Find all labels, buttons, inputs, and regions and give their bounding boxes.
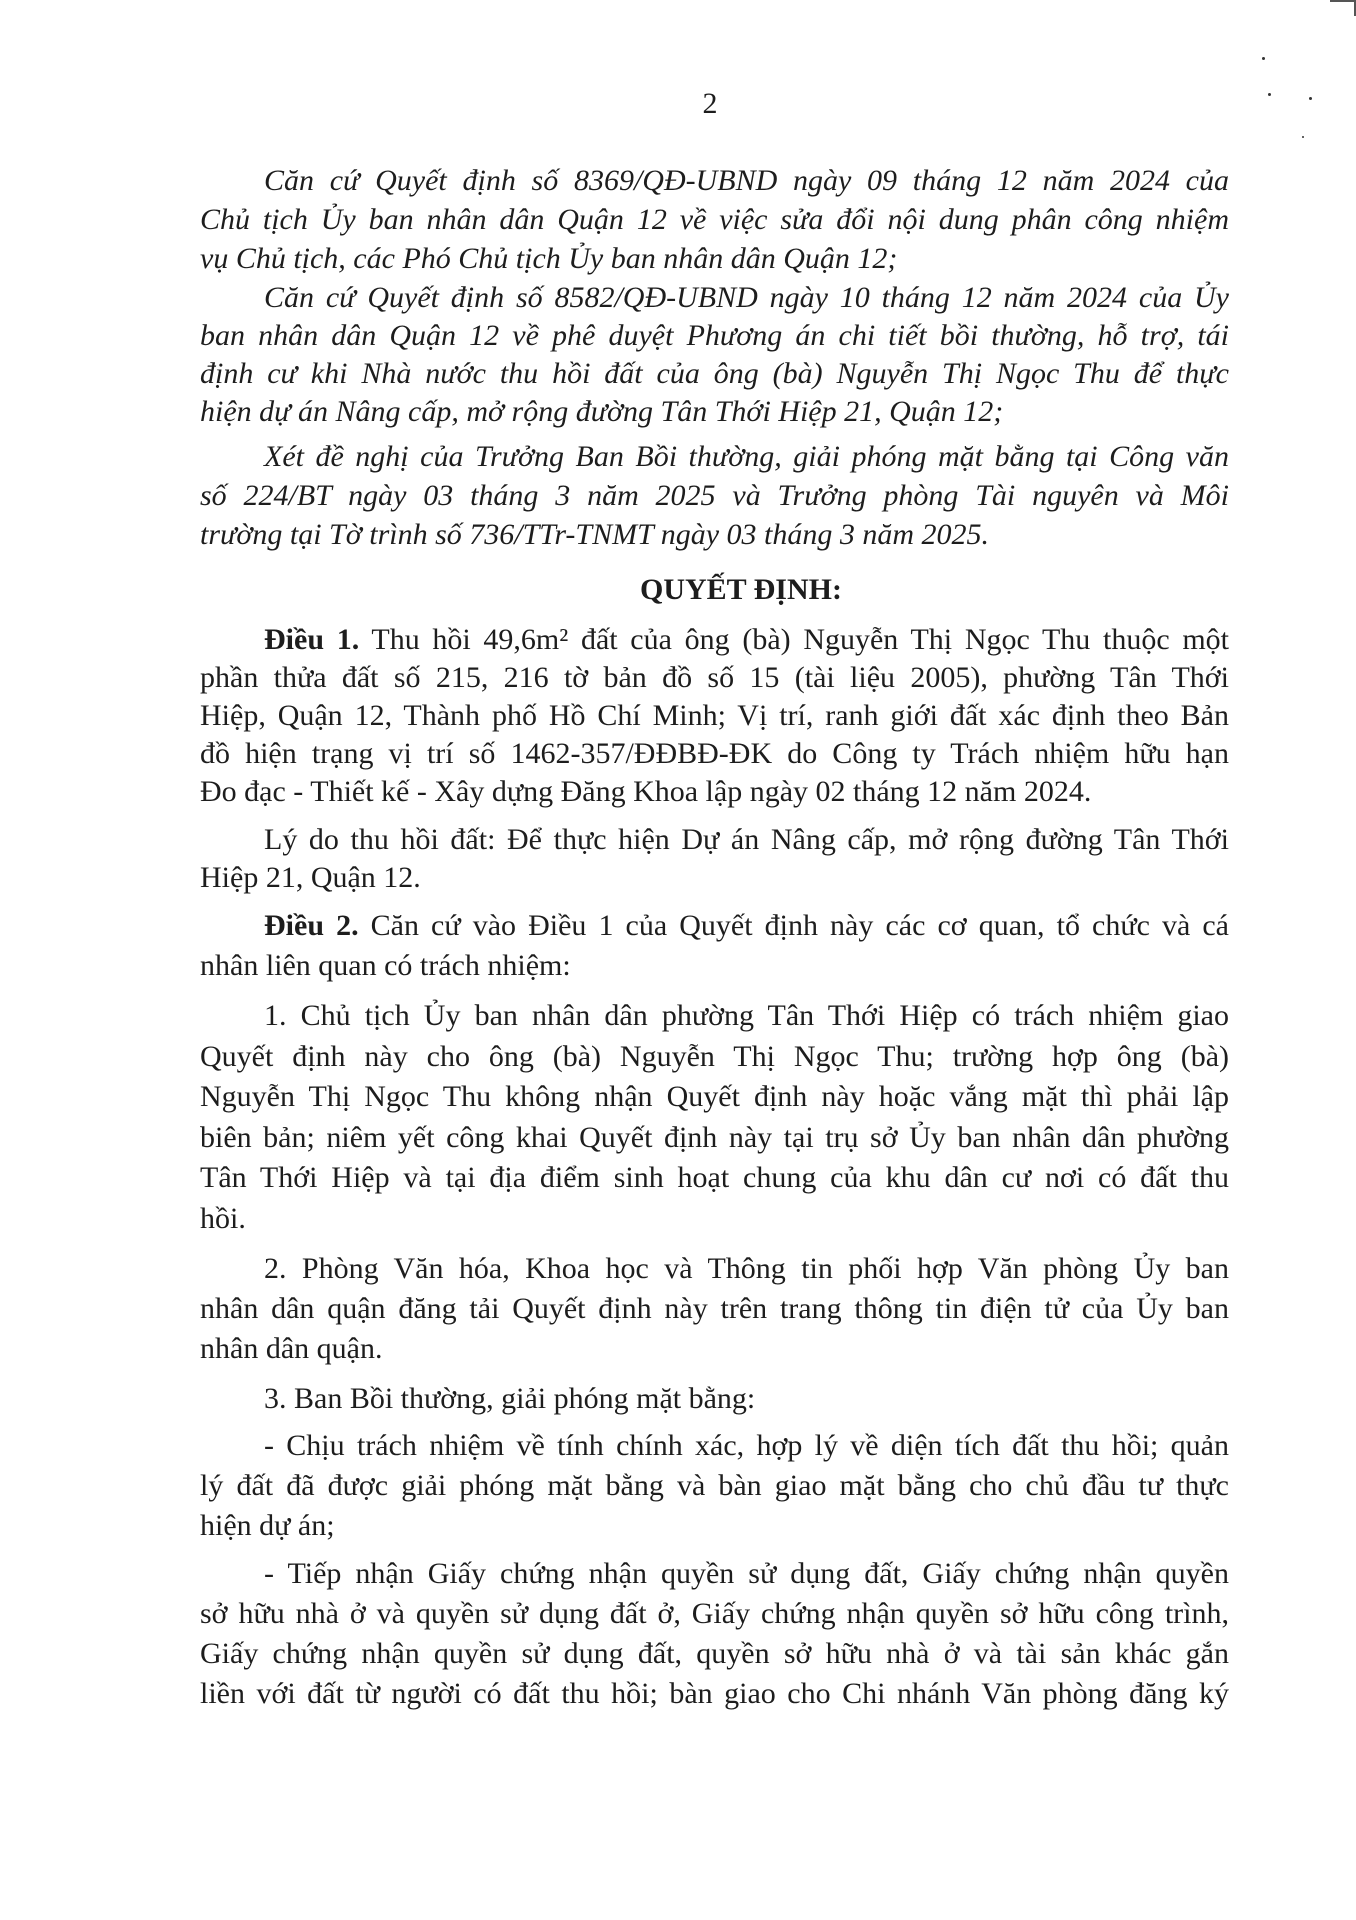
scan-speck [1302, 136, 1304, 138]
text-line: Căn cứ Quyết định số 8582/QĐ-UBND ngày 10 tháng 12 năm 2024 của Ủy [264, 281, 1229, 314]
text-line: Tân Thới Hiệp và tại địa điểm sinh hoạt chung của khu dân cư nơi có đất thu [200, 1161, 1229, 1195]
preamble-paragraph-2 [200, 279, 1229, 431]
text-line [200, 906, 1229, 946]
scan-speck [1262, 57, 1265, 60]
text-line: số 224/BT ngày 03 tháng 3 năm 2025 và Trưởng phòng Tài nguyên và Môi [200, 479, 1229, 512]
text-line: Quyết định này cho ông (bà) Nguyễn Thị Ngọc Thu; trường hợp ông (bà) [200, 1039, 1229, 1073]
text-line: Chủ tịch Ủy ban nhân dân Quận 12 về việc sửa đổi nội dung phân công nhiệm [200, 203, 1229, 236]
article-text: Căn cứ vào Điều 1 của Quyết định này các cơ quan, tổ chức và cá [370, 909, 1230, 942]
article-1 [200, 621, 1229, 811]
text-line: liền với đất từ người có đất thu hồi; bàn giao cho Chi nhánh Văn phòng đăng ký [200, 1677, 1229, 1710]
preamble-paragraph-3 [200, 437, 1229, 554]
text-line: Căn cứ Quyết định số 8369/QĐ-UBND ngày 09 tháng 12 năm 2024 của [264, 164, 1229, 197]
text-line: phần thửa đất số 215, 216 tờ bản đồ số 15 (tài liệu 2005), phường Tân Thới [200, 661, 1229, 694]
scan-speck [1268, 93, 1271, 96]
text-line: vụ Chủ tịch, các Phó Chủ tịch Ủy ban nhân dân Quận 12; [200, 242, 898, 275]
text-line: đồ hiện trạng vị trí số 1462-357/ĐĐBĐ-ĐK do Công ty Trách nhiệm hữu hạn [200, 737, 1229, 770]
text-line: Đo đạc - Thiết kế - Xây dựng Đăng Khoa lập ngày 02 tháng 12 năm 2024. [200, 775, 1092, 808]
text-line: Lý do thu hồi đất: Để thực hiện Dự án Nâng cấp, mở rộng đường Tân Thới [264, 823, 1229, 856]
preamble-paragraph-1 [200, 161, 1229, 278]
text-line: Giấy chứng nhận quyền sử dụng đất, quyền sở hữu nhà ở và tài sản khác gắn [200, 1637, 1229, 1670]
scan-border-corner [1330, 0, 1356, 16]
text-line: - Chịu trách nhiệm về tính chính xác, hợp lý về diện tích đất thu hồi; quản [264, 1429, 1229, 1462]
text-line: - Tiếp nhận Giấy chứng nhận quyền sử dụng đất, Giấy chứng nhận quyền [264, 1557, 1229, 1590]
text-line: ban nhân dân Quận 12 về phê duyệt Phương án chi tiết bồi thường, hỗ trợ, tái [200, 319, 1229, 352]
text-line: nhân dân quận đăng tải Quyết định này trên trang thông tin điện tử của Ủy ban [200, 1292, 1229, 1325]
decision-heading: QUYẾT ĐỊNH: [640, 573, 842, 606]
text-line: 1. Chủ tịch Ủy ban nhân dân phường Tân Thới Hiệp có trách nhiệm giao [264, 999, 1229, 1032]
text-line: biên bản; niêm yết công khai Quyết định này tại trụ sở Ủy ban nhân dân phường [200, 1120, 1229, 1154]
text-line: Hiệp, Quận 12, Thành phố Hồ Chí Minh; Vị trí, ranh giới đất xác định theo Bản [200, 699, 1229, 732]
text-line: Xét đề nghị của Trưởng Ban Bồi thường, giải phóng mặt bằng tại Công văn [264, 440, 1229, 473]
article-2 [200, 906, 1229, 986]
duty-3-task-1 [200, 1426, 1229, 1546]
duty-item-3 [200, 1379, 1229, 1419]
text-line: Nguyễn Thị Ngọc Thu không nhận Quyết định này hoặc vắng mặt thì phải lập [200, 1080, 1229, 1114]
duty-item-2 [200, 1249, 1229, 1369]
text-line: 2. Phòng Văn hóa, Khoa học và Thông tin phối hợp Văn phòng Ủy ban [264, 1252, 1229, 1285]
article-label: Điều 2. [264, 909, 359, 942]
text-line: nhân dân quận. [200, 1332, 383, 1365]
text-line: Hiệp 21, Quận 12. [200, 861, 421, 894]
duty-item-1 [200, 996, 1229, 1240]
article-label: Điều 1. [264, 623, 360, 656]
text-line: hiện dự án; [200, 1509, 335, 1542]
duty-3-task-2 [200, 1554, 1229, 1714]
article-text: Thu hồi 49,6m² đất của ông (bà) Nguyễn Thị Ngọc Thu thuộc một [371, 623, 1230, 656]
text-line [200, 621, 1229, 659]
text-line: trường tại Tờ trình số 736/TTr-TNMT ngày 03 tháng 3 năm 2025. [200, 518, 990, 551]
reason-paragraph [200, 821, 1229, 897]
scan-speck [1309, 97, 1312, 100]
text-line: định cư khi Nhà nước thu hồi đất của ông (bà) Nguyễn Thị Ngọc Thu để thực [200, 357, 1229, 390]
text-line: lý đất đã được giải phóng mặt bằng và bàn giao mặt bằng cho chủ đầu tư thực [200, 1469, 1229, 1502]
page-number: 2 [702, 87, 718, 120]
text-line: sở hữu nhà ở và quyền sử dụng đất ở, Giấy chứng nhận quyền sở hữu công trình, [200, 1597, 1229, 1630]
text-line: hiện dự án Nâng cấp, mở rộng đường Tân Thới Hiệp 21, Quận 12; [200, 395, 1004, 428]
text-line: 3. Ban Bồi thường, giải phóng mặt bằng: [264, 1382, 756, 1415]
text-line: hồi. [200, 1201, 246, 1235]
text-line: nhân liên quan có trách nhiệm: [200, 949, 571, 982]
